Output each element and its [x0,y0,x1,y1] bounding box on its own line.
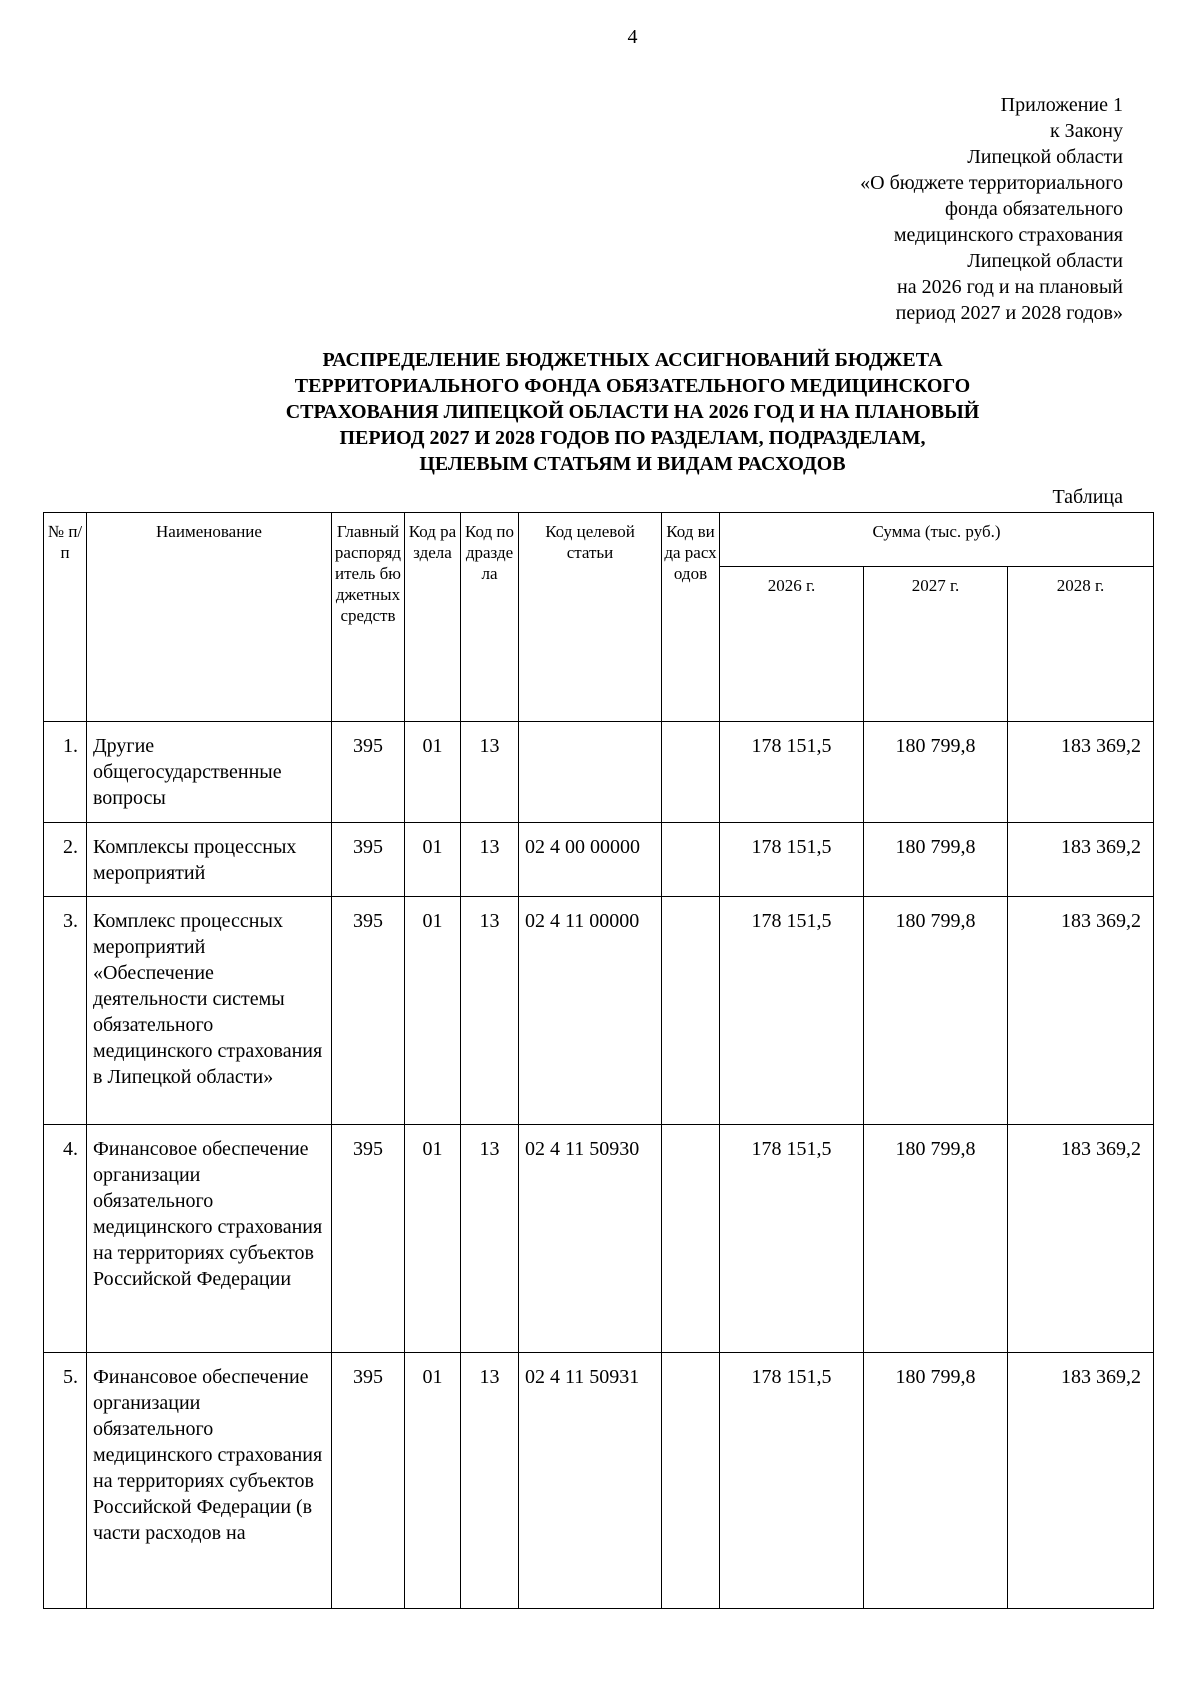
table-row [44,1353,1154,1609]
cell-section: 01 [405,897,461,1125]
cell-num: 2. [44,823,87,897]
cell-expense-type [662,897,720,1125]
cell-name: Финансовое обеспечение организации обязательного медицинского страхования на территориях субъектов Российской Федерации [87,1125,332,1353]
cell-2026: 178 151,5 [720,722,864,823]
header-section: Код раздела [405,513,461,722]
appendix-line: период 2027 и 2028 годов» [895,302,1123,324]
table-caption: Таблица [1052,486,1123,508]
cell-target: 02 4 00 00000 [519,823,662,897]
cell-2028: 183 369,2 [1008,823,1154,897]
cell-manager: 395 [332,897,405,1125]
cell-target: 02 4 11 00000 [519,897,662,1125]
appendix-block [860,92,1123,326]
cell-2028: 183 369,2 [1008,897,1154,1125]
cell-num: 1. [44,722,87,823]
header-year-2026: 2026 г. [720,567,864,722]
appendix-line: на 2026 год и на плановый [896,276,1123,298]
appendix-line: Липецкой области [967,146,1123,168]
cell-2027: 180 799,8 [864,1125,1008,1353]
title-line: ЦЕЛЕВЫМ СТАТЬЯМ И ВИДАМ РАСХОДОВ [419,453,846,475]
cell-2028: 183 369,2 [1008,1353,1154,1609]
cell-2028: 183 369,2 [1008,722,1154,823]
cell-2027: 180 799,8 [864,722,1008,823]
cell-2028: 183 369,2 [1008,1125,1154,1353]
header-subsection: Код подраздела [461,513,519,722]
cell-section: 01 [405,1125,461,1353]
cell-expense-type [662,1353,720,1609]
cell-expense-type [662,823,720,897]
cell-2027: 180 799,8 [864,1353,1008,1609]
cell-expense-type [662,722,720,823]
title-line: ПЕРИОД 2027 И 2028 ГОДОВ ПО РАЗДЕЛАМ, ПОДРАЗДЕЛАМ, [339,427,926,449]
title-line: РАСПРЕДЕЛЕНИЕ БЮДЖЕТНЫХ АССИГНОВАНИЙ БЮДЖЕТА [322,349,943,371]
cell-subsection: 13 [461,722,519,823]
cell-name: Финансовое обеспечение организации обязательного медицинского страхования на территориях субъектов Российской Федерации (в части расходов на [87,1353,332,1609]
cell-2027: 180 799,8 [864,823,1008,897]
appendix-line: к Закону [1049,120,1123,142]
cell-target: 02 4 11 50930 [519,1125,662,1353]
header-target: Код целевой статьи [519,513,662,722]
appendix-line: Липецкой области [967,250,1123,272]
cell-manager: 395 [332,1353,405,1609]
table-row [44,897,1154,1125]
page-number: 4 [627,26,638,48]
cell-section: 01 [405,722,461,823]
cell-num: 3. [44,897,87,1125]
title-line: ТЕРРИТОРИАЛЬНОГО ФОНДА ОБЯЗАТЕЛЬНОГО МЕДИЦИНСКОГО [294,375,971,397]
cell-2026: 178 151,5 [720,1125,864,1353]
appendix-line: Приложение 1 [1000,94,1123,116]
table-row [44,1125,1154,1353]
header-sum: Сумма (тыс. руб.) [720,513,1154,567]
appendix-line: медицинского страхования [893,224,1123,246]
cell-2026: 178 151,5 [720,1353,864,1609]
budget-table [43,512,1154,1609]
cell-section: 01 [405,823,461,897]
appendix-line: фонда обязательного [945,198,1123,220]
cell-2026: 178 151,5 [720,897,864,1125]
table-row [44,722,1154,823]
header-year-2028: 2028 г. [1008,567,1154,722]
cell-expense-type [662,1125,720,1353]
cell-manager: 395 [332,823,405,897]
cell-section: 01 [405,1353,461,1609]
cell-2027: 180 799,8 [864,897,1008,1125]
cell-num: 5. [44,1353,87,1609]
cell-subsection: 13 [461,1353,519,1609]
appendix-line: «О бюджете территориального [860,172,1123,194]
cell-target: 02 4 11 50931 [519,1353,662,1609]
cell-subsection: 13 [461,897,519,1125]
cell-manager: 395 [332,722,405,823]
header-manager: Главный распорядитель бюджетных средств [332,513,405,722]
cell-2026: 178 151,5 [720,823,864,897]
cell-subsection: 13 [461,823,519,897]
cell-name: Другие общегосударственные вопросы [87,722,332,823]
document-title [150,347,1115,477]
header-expense-type: Код вида расходов [662,513,720,722]
table-row [44,823,1154,897]
cell-name: Комплекс процессных мероприятий «Обеспечение деятельности системы обязательного медицинского страхования в Липецкой области» [87,897,332,1125]
table-header [44,513,1154,722]
header-year-2027: 2027 г. [864,567,1008,722]
cell-manager: 395 [332,1125,405,1353]
header-num: № п/п [44,513,87,722]
title-line: СТРАХОВАНИЯ ЛИПЕЦКОЙ ОБЛАСТИ НА 2026 ГОД И НА ПЛАНОВЫЙ [285,401,980,423]
cell-target [519,722,662,823]
header-name: Наименование [87,513,332,722]
cell-name: Комплексы процессных мероприятий [87,823,332,897]
cell-subsection: 13 [461,1125,519,1353]
cell-num: 4. [44,1125,87,1353]
